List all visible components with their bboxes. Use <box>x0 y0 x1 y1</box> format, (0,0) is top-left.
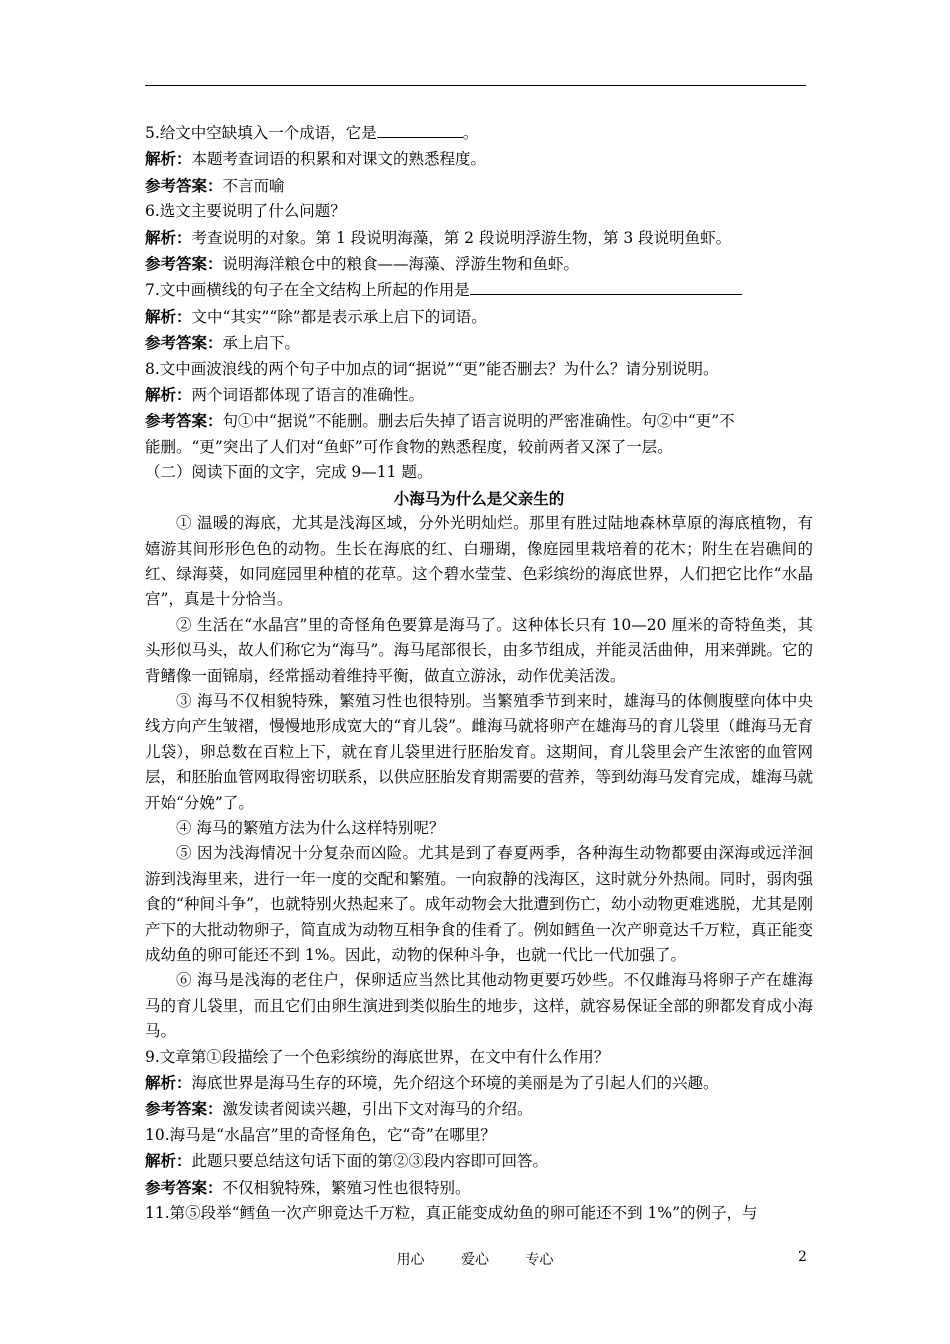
q10-answer: 参考答案：不仅相貌特殊，繁殖习性也很特别。 <box>145 1177 471 1197</box>
q7-question: 7.文中画横线的句子在全文结构上所起的作用是 <box>145 277 813 303</box>
q9-analysis: 解析：海底世界是海马生存的环境，先介绍这个环境的美丽是为了引起人们的兴趣。 <box>145 1073 719 1093</box>
q6-analysis: 解析：考查说明的对象。第 1 段说明海藻，第 2 段说明浮游生物，第 3 段说明鱼虾。 <box>145 227 732 247</box>
q9-answer: 参考答案：激发读者阅读兴趣，引出下文对海马的介绍。 <box>145 1099 533 1119</box>
q9-question: 9.文章第①段描绘了一个色彩缤纷的海底世界，在文中有什么作用？ <box>145 1047 610 1066</box>
passage-paragraph-6: ⑥ 海马是浅海的老住户，保卵适应当然比其他动物更要巧妙些。不仅雌海马将卵子产在雄海马的育儿袋里，而且它们由卵生演进到类似胎生的地步，这样，就容易保证全部的卵都发育成小海马。 <box>145 971 813 1041</box>
q11-question: 11.第⑤段举“鳕鱼一次产卵竟达千万粒，真正能变成幼鱼的卵可能还不到 1%”的例子，与 <box>145 1204 758 1223</box>
q6-answer: 参考答案：说明海洋粮仓中的粮食——海藻、浮游生物和鱼虾。 <box>145 254 580 274</box>
passage-paragraph-4: ④ 海马的繁殖方法为什么这样特别呢？ <box>176 818 445 837</box>
page-number: 2 <box>798 1249 807 1265</box>
passage-paragraph-5: ⑤ 因为浅海情况十分复杂而凶险。尤其是到了春夏两季，各种海生动物都要由深海或远洋洄游到浅海里来，进行一年一度的交配和繁殖。一向寂静的浅海区，这时就分外热闹。同时，弱肉强食的“种间斗争”，也就特别火热起来了。成年动物会大批遭到伤亡，幼小动物更难逃脱，尤其是刚产下的大批动物卵子，简直成为动物互相争食的佳肴了。例如鳕鱼一次产卵竟达千万粒，真正能变成幼鱼的卵可能还不到 1%。因此，动物的保种斗争，也就一代比一代加强了。 <box>145 844 813 964</box>
q8-question: 8.文中画波浪线的两个句子中加点的词“据说”“更”能否删去？为什么？请分别说明。 <box>145 359 719 378</box>
q5-question: 5.给文中空缺填入一个成语，它是 。 <box>145 120 813 146</box>
header-rule <box>145 85 806 86</box>
q10-analysis: 解析：此题只要总结这句话下面的第②③段内容即可回答。 <box>145 1151 549 1171</box>
q10-question: 10.海马是“水晶宫”里的奇怪角色，它“奇”在哪里？ <box>145 1125 496 1144</box>
q8-answer-cont: 能删。“更”突出了人们对“鱼虾”可作食物的熟悉程度，较前两者又深了一层。 <box>145 437 673 456</box>
q8-analysis: 解析：两个词语都体现了语言的准确性。 <box>145 385 425 405</box>
passage-paragraph-3: ③ 海马不仅相貌特殊，繁殖习性也很特别。当繁殖季节到来时，雄海马的体侧腹壁向体中央线方向产生皱褶，慢慢地形成宽大的“育儿袋”。雌海马就将卵产在雄海马的育儿袋里（雌海马无育儿袋），卵总数在百粒上下，就在育儿袋里进行胚胎发育。这期间，育儿袋里会产生浓密的血管网层，和胚胎血管网取得密切联系，以供应胚胎发育期需要的营养，等到幼海马发育完成，雄海马就开始“分娩”了。 <box>145 691 813 812</box>
q7-answer: 参考答案：承上启下。 <box>145 333 301 353</box>
q7-analysis: 解析：文中“其实”“除”都是表示承上启下的词语。 <box>145 306 487 326</box>
page-content <box>145 120 813 1226</box>
q6-question: 6.选文主要说明了什么问题？ <box>145 202 346 221</box>
answer-blank <box>377 120 463 138</box>
q5-answer: 参考答案：不言而喻 <box>145 175 285 195</box>
q5-analysis: 解析：本题考查词语的积累和对课文的熟悉程度。 <box>145 149 487 169</box>
footer-motto: 用心 爱心 专心 <box>396 1252 554 1268</box>
passage-paragraph-2: ② 生活在“水晶宫”里的奇怪角色要算是海马了。这种体长只有 10—20 厘米的奇特鱼类，其头形似马头，故人们称它为“海马”。海马尾部很长，由多节组成，并能灵活曲伸，用来弹跳。它的背鳍像一面锦扇，经常摇动着维持平衡，做直立游泳，动作优美活泼。 <box>145 615 813 685</box>
passage-title: 小海马为什么是父亲生的 <box>393 488 565 508</box>
q8-answer: 参考答案：句①中“据说”不能删。删去后失掉了语言说明的严密准确性。句②中“更”不 <box>145 411 735 431</box>
answer-blank <box>470 277 742 295</box>
section-intro: （二）阅读下面的文字，完成 9—11 题。 <box>145 463 433 482</box>
passage-paragraph-1: ① 温暖的海底，尤其是浅海区域，分外光明灿烂。那里有胜过陆地森林草原的海底植物，有嬉游其间形形色色的动物。生长在海底的红、白珊瑚，像庭园里栽培着的花木；附生在岩礁间的红、绿海葵，如同庭园里种植的花草。这个碧水莹莹、色彩缤纷的海底世界，人们把它比作“水晶宫”，真是十分恰当。 <box>145 514 813 609</box>
